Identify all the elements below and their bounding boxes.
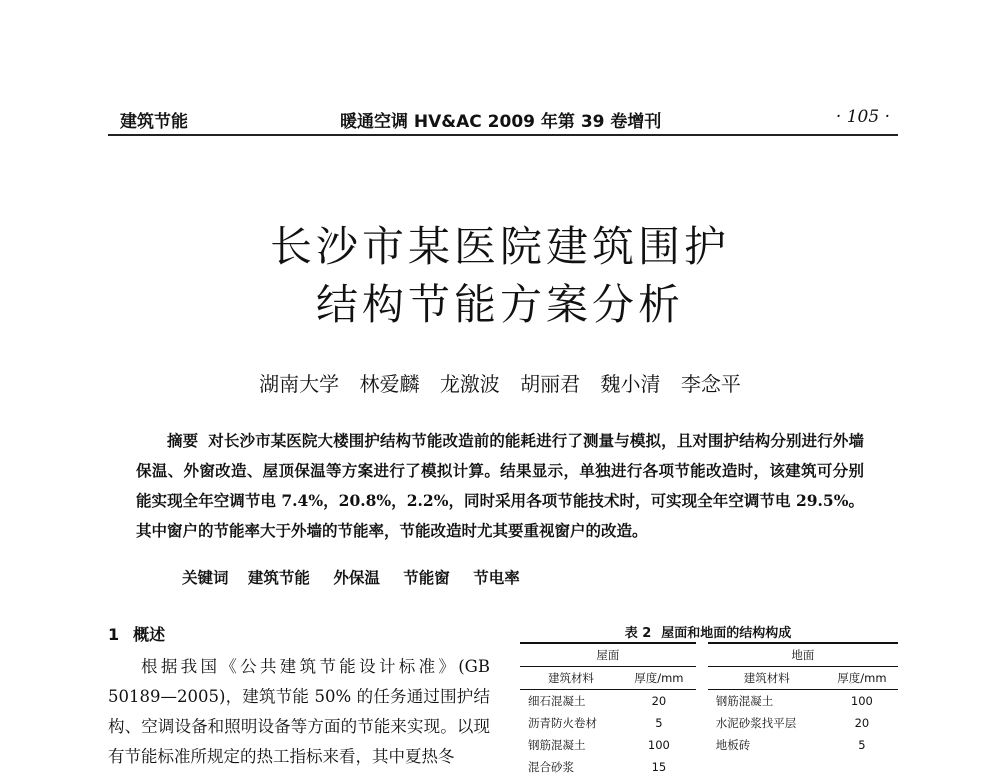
abstract-label: 摘要	[167, 432, 199, 450]
table-cell: 100	[647, 738, 670, 752]
table-cell: 钢筋混凝土	[528, 738, 586, 752]
paper-title	[0, 218, 1000, 334]
table-cell: 沥青防火卷材	[528, 716, 597, 730]
keyword: 节能窗	[403, 568, 450, 587]
section-body	[108, 652, 490, 772]
section-heading	[108, 622, 165, 645]
table-row	[520, 712, 898, 734]
table-title: 屋面和地面的结构构成	[661, 626, 792, 641]
header-journal: 暖通空调 HV&AC 2009 年第 39 卷增刊	[340, 112, 662, 132]
header-section: 建筑节能	[120, 112, 188, 132]
table-number: 表 2	[624, 626, 652, 641]
header-page-number: · 105 ·	[835, 107, 890, 127]
table-cell: 5	[858, 738, 866, 752]
affiliation: 湖南大学	[259, 372, 340, 396]
group-header-roof: 屋面	[520, 643, 702, 667]
column-header: 厚度/mm	[826, 667, 898, 690]
title-line-1: 长沙市某医院建筑围护	[269, 222, 730, 271]
author-list	[0, 368, 1000, 397]
table-row	[520, 690, 898, 713]
title-line-2: 结构节能方案分析	[315, 280, 684, 329]
author: 龙激波	[439, 372, 500, 396]
table-cell: 混合砂浆	[528, 760, 574, 774]
column-header: 厚度/mm	[622, 667, 702, 690]
abstract	[136, 426, 864, 546]
paragraph: 根据我国《公共建筑节能设计标准》(GB 50189—2005)，建筑节能 50% 的任务通过围护结构、空调设备和照明设备等方面的节能来实现。以现有节能标准所规定的热工指标来看，其中夏热冬	[108, 657, 490, 766]
structure-table	[520, 642, 898, 778]
running-header	[108, 104, 898, 136]
table-cell: 15	[651, 760, 667, 774]
author: 魏小清	[600, 372, 661, 396]
table-cell: 20	[651, 694, 667, 708]
table-row	[520, 734, 898, 756]
keyword: 建筑节能	[247, 568, 310, 587]
column-header: 建筑材料	[702, 667, 826, 690]
author: 林爱麟	[359, 372, 420, 396]
abstract-text: 对长沙市某医院大楼围护结构节能改造前的能耗进行了测量与模拟，且对围护结构分别进行外墙保温、外窗改造、屋顶保温等方案进行了模拟计算。结果显示，单独进行各项节能改造时，该建筑可分别能实现全年空调节电 7.4%，20.8%，2.2%，同时采用各项节能技术时，可实现全年空调节电 29.5%。其中窗户的节能率大于外墙的节能率，节能改造时尤其要重视窗户的改造。	[136, 431, 864, 540]
author: 李念平	[680, 372, 741, 396]
table-cell: 细石混凝土	[528, 694, 586, 708]
table-cell: 5	[655, 716, 663, 730]
section-title: 概述	[133, 625, 166, 644]
table-cell: 水泥砂浆找平层	[715, 716, 797, 730]
table-caption	[520, 622, 896, 641]
keywords-label: 关键词	[182, 569, 229, 587]
table-cell: 100	[850, 694, 873, 708]
author: 胡丽君	[520, 372, 581, 396]
column-header: 建筑材料	[520, 667, 622, 690]
table-cell	[826, 756, 898, 778]
keyword: 外保温	[333, 568, 380, 587]
table-cell: 钢筋混凝土	[715, 694, 774, 708]
section-number: 1	[108, 625, 120, 644]
table-cell: 地板砖	[715, 738, 751, 752]
keyword: 节电率	[473, 568, 520, 587]
keywords	[182, 566, 538, 588]
group-header-floor: 地面	[702, 643, 898, 667]
table-cell	[702, 756, 826, 778]
table-row	[520, 756, 898, 778]
table-cell: 20	[854, 716, 870, 730]
